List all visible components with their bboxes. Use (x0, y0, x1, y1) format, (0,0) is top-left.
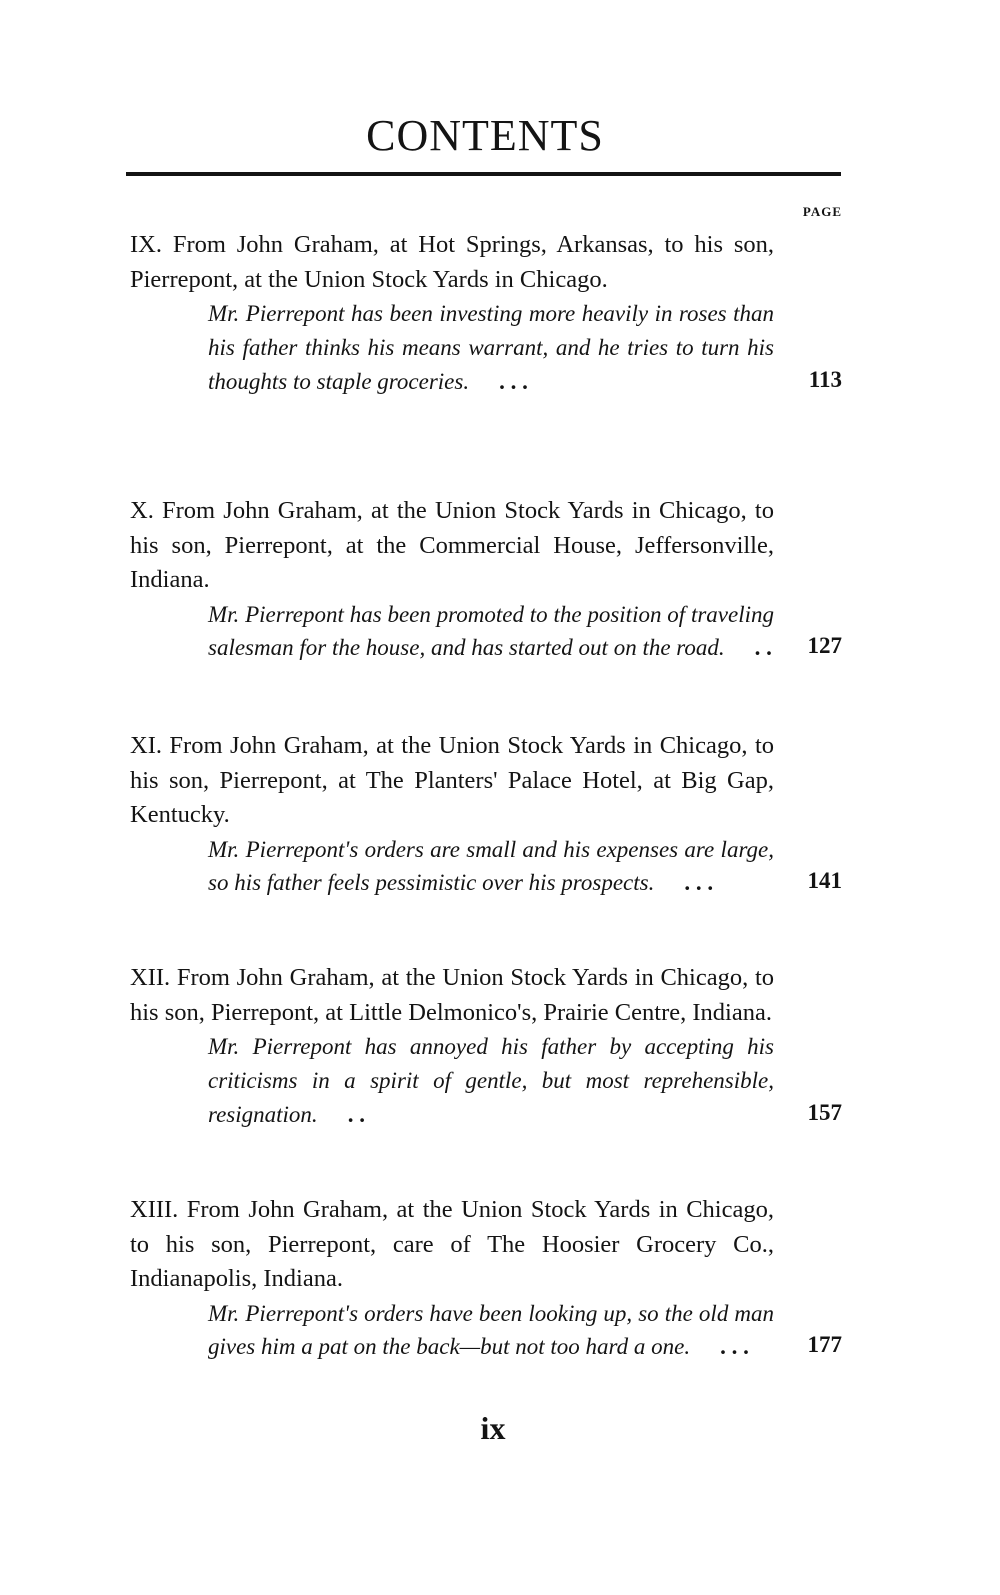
entry-heading: XII. From John Graham, at the Union Stock Yards in Chicago, to his son, Pierrepont, at Little Delmonico's, Prairie Centre, Indiana. (130, 964, 774, 1026)
leader-dots: . . . (684, 870, 714, 896)
entry-heading: XI. From John Graham, at the Union Stock Yards in Chicago, to his son, Pierrepont, at The Planters' Palace Hotel, at Big Gap, Kentucky. (130, 732, 774, 828)
entry-summary-row (130, 1297, 842, 1365)
entry-page-number: 177 (807, 1332, 842, 1358)
entry-heading: IX. From John Graham, at Hot Springs, Arkansas, to his son, Pierrepont, at the Union Stock Yards in Chicago. (130, 231, 774, 293)
leader-dots: . . . (499, 368, 528, 394)
toc-entry-xii (130, 961, 842, 1131)
entry-summary (208, 833, 774, 901)
entry-summary (208, 598, 774, 666)
page-title: CONTENTS (366, 111, 604, 160)
entry-page-number: 157 (807, 1099, 842, 1125)
entry-summary-text: Mr. Pierrepont's orders are small and his expenses are large, so his father feels pessimistic over his prospects. (208, 836, 774, 896)
toc-entry-x (130, 494, 842, 665)
entry-summary-text: Mr. Pierrepont has annoyed his father by accepting his criticisms in a spirit of gentle, but most reprehensible, resignation. (208, 1034, 774, 1127)
entry-summary-row (130, 833, 842, 901)
toc-entry-xi (130, 729, 842, 900)
entry-summary (208, 297, 774, 398)
toc-entry-xiii (130, 1193, 842, 1364)
entry-page-number: 113 (808, 366, 842, 392)
leader-dots: . . (754, 635, 772, 661)
toc-entry-ix (130, 228, 842, 398)
entry-summary-text: Mr. Pierrepont's orders have been looking up, so the old man gives him a pat on the back—but not too hard a one. (208, 1300, 774, 1360)
entry-page-number: 141 (807, 868, 842, 894)
entry-summary-text: Mr. Pierrepont has been promoted to the position of traveling salesman for the house, and has started out on the road. (208, 601, 774, 661)
entry-summary (208, 1297, 774, 1365)
entry-summary-row (130, 1030, 842, 1131)
entry-summary-text: Mr. Pierrepont has been investing more heavily in roses than his father thinks his means warrant, and he tries to turn his thoughts to staple groceries. (208, 301, 774, 394)
entry-page-number: 127 (807, 633, 842, 659)
page-folio: ix (480, 1410, 506, 1446)
entry-summary-row (130, 297, 842, 398)
entry-summary-row (130, 598, 842, 666)
page-column-label: PAGE (802, 204, 842, 219)
entry-heading: XIII. From John Graham, at the Union Stock Yards in Chicago, to his son, Pierrepont, care of The Hoosier Grocery Co., Indianapolis, Indiana. (130, 1196, 774, 1292)
leader-dots: . . . (720, 1334, 749, 1360)
entry-heading: X. From John Graham, at the Union Stock Yards in Chicago, to his son, Pierrepont, at the Commercial House, Jeffersonville, Indiana. (130, 497, 774, 593)
entry-summary (208, 1030, 774, 1131)
leader-dots: . . (347, 1101, 365, 1127)
title-rule (126, 172, 841, 176)
